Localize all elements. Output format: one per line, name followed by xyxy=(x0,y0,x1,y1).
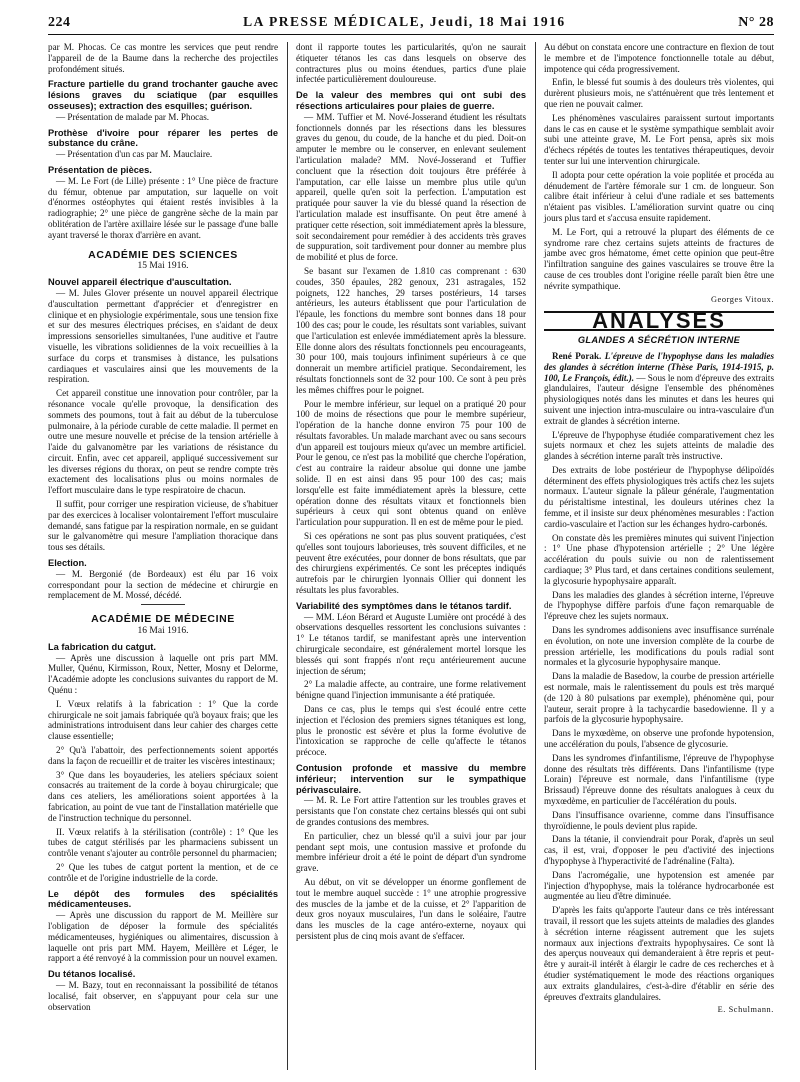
paragraph: Dans les syndromes d'infantilisme, l'épreuve de l'hypophyse donne des résultats très différents. Dans l'infantilisme (type Lorain) l'épreuve est normale, dans l'infantilisme (type Brissaud) l'épreuve donne des résultats analogues à ceux du myxœdème, en particulier de l'accélération du pouls. xyxy=(544,752,774,806)
paragraph: — Présentation de malade par M. Phocas. xyxy=(56,111,210,122)
paragraph: — M. Le Fort (de Lille) présente : 1° Une pièce de fracture du fémur, obtenue par amputation, sur laquelle on voit d'énormes ostéophytes qui étaient restés invisibles à la radiographie; 2° une pièce de gangrène sèche de la main par oblitération de l'artère axillaire lésée sur le passage d'une balle ayant traversé le thorax d'arrière en avant. xyxy=(48,175,278,240)
paragraph: Enfin, le blessé fut soumis à des douleurs très violentes, qui durèrent plusieurs mois, ne s'atténuèrent que très lentement et que rien ne pouvait calmer. xyxy=(544,77,774,109)
paragraph: Au début on constata encore une contracture en flexion de tout le membre et de l'impotence fonctionnelle totale au début, impotence qui céda progressivement. xyxy=(544,42,774,74)
paragraph: — MM. Léon Bérard et Auguste Lumière ont procédé à des observations desquelles ressortent les conclusions suivantes : 1° Le tétanos tardif, se manifestant après une intervention chirurgicale secondaire, est généralement mortel lorsque les blessés qui sont frappés n'ont reçu antérieurement aucune injection de sérum; xyxy=(296,611,526,676)
article-heading: Présentation de pièces. xyxy=(48,164,152,175)
paragraph: Dans le myxœdème, on observe une profonde hypotension, une accélération du pouls, l'absence de glycosurie. xyxy=(544,728,774,750)
section-title: ACADÉMIE DES SCIENCES xyxy=(88,248,238,261)
paragraph: dont il rapporte toutes les particularités, qu'on ne saurait étiqueter tétanos les cas dans lesquels on observe des contractures plus ou moins étendues, partics d'une plaie infectée particulièrement douloureuse. xyxy=(296,42,526,85)
page-header xyxy=(48,14,774,35)
article-heading: Du tétanos localisé. xyxy=(48,969,136,980)
paragraph: Dans ce cas, plus le temps qui s'est écoulé entre cette injection et l'éclosion des premiers signes tétaniques est long, plus le pronostic est sévère et plus la forme évolutive de l'intoxication se rapproche de celle qu'affecte le tétanos précoce. xyxy=(296,704,526,758)
paragraph: — M. R. Le Fort attire l'attention sur les troubles graves et persistants que l'on constate chez certains blessés qui ont subi de grandes contusions des membres. xyxy=(296,795,526,827)
article-heading: La fabrication du catgut. xyxy=(48,641,156,652)
article-heading: Prothèse d'ivoire pour réparer les pertes de substance du crâne. xyxy=(48,127,278,149)
article-heading: Fracture partielle du grand trochanter gauche avec lésions graves du sciatique (par esquilles osseuses); extraction des esquilles; guérison. xyxy=(48,79,278,111)
paragraph: I. Vœux relatifs à la fabrication : 1° Que la corde chirurgicale ne soit jamais fabriquée qu'à boyaux frais; que les administrations introduisent dans leur cahier des charges cette clause essentielle; xyxy=(48,698,278,742)
article-heading: De la valeur des membres qui ont subi des résections articulaires pour plaies de guerre. xyxy=(296,90,526,111)
paragraph: 2° Que les tubes de catgut portent la mention, et de ce contrôle et de l'origine industrielle de la corde. xyxy=(48,861,278,883)
paragraph: Cet appareil constitue une innovation pour contrôler, par la résonance vocale qu'elle provoque, la densification des sommets des poumons, tout à fait au début de la tuberculose pulmonaire, à la période curable de cette maladie. Il permet en outre une mesure nouvelle et précise de la tension artérielle à l'aide du galvanomètre par les variations de résistance du circuit. Enfin, avec cet appareil, appliqué successivement sur les diverses régions du thorax, on peut se rendre compte très exactement des localisations plus ou moins normales de l'effort musculaire dans le type respiratoire de chacun. xyxy=(48,388,278,496)
analysis-author: René Porak. xyxy=(552,350,602,361)
paragraph: Il adopta pour cette opération la voie poplitée et procéda au dénudement de l'artère fémorale sur 1 cm. de longueur. Son calibre était inférieur à celui d'une radiale et ses battements n'étaient pas visibles. L'amélioration survint quatre ou cinq jours plus tard et s'accusa ensuite rapidement. xyxy=(544,169,774,223)
analysis-lead xyxy=(544,351,774,427)
paragraph: Les phénomènes vasculaires paraissent surtout importants dans le cas en cause et le système sympathique semblait avoir subi une atteinte grave, M. Le Fort pensa, après six mois d'échecs répétés de toutes les tentatives thérapeutiques, devoir tenter sur lui une intervention chirurgicale. xyxy=(544,112,774,166)
paragraph: 3° Que dans les boyauderies, les ateliers spéciaux soient consacrés au traitement de la corde à boyau chirurgicale; que dans ces ateliers, les améliorations soient apportées à la fabrication, au point de vue tant de l'installation matérielle que de l'instruction technique du personnel. xyxy=(48,769,278,823)
paragraph: Il suffit, pour corriger une respiration vicieuse, de s'habituer par des exercices à localiser volontairement l'effort musculaire demandé, sans fatigue par la respiration normale, en se guidant sur le galvanomètre qui mesure l'ampliation thoracique dans tous ses détails. xyxy=(48,499,278,553)
paragraph: — M. Jules Glover présente un nouvel appareil électrique d'auscultation permettant d'apprécier et d'enregistrer en clinique et en physiologie expérimentale, sous une tension fixe et sur des mesures électriques précises, en s'aidant de deux impressions sensorielles simultanées, l'une auditive et l'autre visuelle, les vibrations solidiennes de la voix recueillies à la surface du corps et transmises à distance, les pulsations cardiaques et vasculaires ainsi que les mouvements de la respiration. xyxy=(48,287,278,385)
divider xyxy=(141,604,185,605)
author-signature: E. Schulmann. xyxy=(717,1005,774,1015)
paragraph: Dans les syndromes addisoniens avec insuffisance surrénale en évolution, on note une inversion complète de la courbe de pression artérielle, les modifications du pouls radial sont normales et la glycosurie hypophysaire manque. xyxy=(544,625,774,668)
paragraph: Si ces opérations ne sont pas plus souvent pratiquées, c'est qu'elles sont toujours laborieuses, très souvent difficiles, et ne peuvent être exécutées, pour donner de bons résultats, que par des chirurgiens expérimentés. Ce sont les préceptes indiqués autrefois par le chirurgien lyonnais Ollier qui donnent les résultats les plus favorables. xyxy=(296,531,526,596)
paragraph: Dans la maladie de Basedow, la courbe de pression artérielle est normale, mais le ralentissement du pouls est très marqué (de 120 à 80 pulsations par exemple), phénomène qui, pour l'auteur, serait propre à la tachycardie basedowienne. Il y a parfois de la glycosurie hypophysaire. xyxy=(544,671,774,725)
section-subtitle: GLANDES A SÉCRÉTION INTERNE xyxy=(577,335,741,346)
section-date: 16 Mai 1916. xyxy=(137,626,189,637)
column-middle xyxy=(287,42,526,1070)
section-banner: ANALYSES xyxy=(544,311,774,331)
paragraph: — MM. Tuffier et M. Nové-Josserand étudient les résultats fonctionnels donnés par les résections dans les blessures graves du genou, du coude, de la hanche et du pied. Doit-on amputer le membre ou le conserver, en enlevant seulement l'articulation malade? MM. Nové-Josserand et Tuffier concluent que la résection doit toujours être préférée à l'amputation, car elle laisse un membre plus utile qu'un appareil, quelle qu'en soit la perfection. L'amputation est pratiquée pour sauver la vie du blessé quand la résection de l'articulation malade est insuffisante. On peut être amené à pratiquer cette résection, soit immédiatement après la blessure, soit secondairement pour remédier à des accidents très graves de suppuration, soit tardivement pour donner au membre plus de mobilité et plus de force. xyxy=(296,111,526,263)
issue-number: N° 28 xyxy=(738,15,774,30)
paragraph: Dans les maladies des glandes à sécrétion interne, l'épreuve de l'hypophyse diffère parfois d'une façon remarquable de l'épreuve chez les sujets normaux. xyxy=(544,589,774,622)
paragraph: 2° Qu'à l'abattoir, des perfectionnements soient apportés dans la façon de recueillir et de traiter les viscères intestinaux; xyxy=(48,745,278,766)
paragraph: — M. Bergonié (de Bordeaux) est élu par 16 voix correspondant pour la section de médecine et chirurgie en remplacement de M. Mossé, décédé. xyxy=(48,568,278,601)
paragraph: D'après les faits qu'apporte l'auteur dans ce très intéressant travail, il ressort que les sujets atteints de maladies des glandes à sécrétion interne réagissent autrement que les sujets normaux aux injections d'extraits hypophysaires. Ce sont là des aperçus nouveaux qui demanderaient à être repris et peut-être y aurait-il intérêt à élargir le cadre de ces recherches et à étudier systématiquement le mode des réactions organiques aux extraits glandulaires, c'est-à-dire d'établir en série des épreuves d'extraits glandulaires. xyxy=(544,905,774,1002)
article-heading: Le dépôt des formules des spécialités médicamenteuses. xyxy=(48,888,278,910)
paragraph: Dans la tétanie, il conviendrait pour Porak, d'après un seul cas, il est, vrai, d'opposer le peu d'activité des injections d'hypophyse à l'hyperactivité de l'adrénaline (Falta). xyxy=(544,834,774,866)
paragraph: Au début, on vit se développer un énorme gonflement de tout le membre auquel succède : 1° une atrophie progressive des muscles de la jambe et de la cuisse, et 2° l'apparition de deux gros noyaux musculaires, l'un dans le soléaire, l'autre dans les muscles de la cage antéro-externe, noyaux qui persistent plus de cinq mois avant de s'effacer. xyxy=(296,876,526,941)
paragraph: II. Vœux relatifs à la stérilisation (contrôle) : 1° Que les tubes de catgut stérilisés par les pharmaciens subissent un contrôle venant s'ajouter au contrôle personnel du pharmacien; xyxy=(48,826,278,859)
section-date: 15 Mai 1916. xyxy=(137,261,189,272)
column-right xyxy=(535,42,774,1070)
paragraph: Dans l'acromégalie, une hypotension est amenée par l'injection d'hypophyse, mais la tolérance hydrocarbonée est augmentée au lieu d'être diminuée. xyxy=(544,869,774,902)
article-heading: Contusion profonde et massive du membre inférieur; intervention sur le sympathique périvasculaire. xyxy=(296,763,526,795)
paragraph: — Après une discussion du rapport de M. Meillère sur l'obligation de déposer la formule des spécialités médicamenteuses, hygiéniques ou alimentaires, discussion à laquelle ont pris part MM. Hayem, Meillère et Léger, le rapport a été renvoyé à la commission pour un nouvel examen. xyxy=(48,910,278,964)
paragraph: 2° La maladie affecte, au contraire, une forme relativement bénigne quand l'injection immunisante a été pratiquée. xyxy=(296,679,526,701)
paragraph: M. Le Fort, qui a retrouvé la plupart des éléments de ce syndrome rare chez certains sujets atteints de fractures de jambe avec gros hématome, émet cette opinion que peut-être l'infiltration sanguine des gaines vasculaires se trouve être la cause de ces troubles dont l'origine réelle paraît bien être une névrite sympathique. xyxy=(544,226,774,291)
paragraph: — Après une discussion à laquelle ont pris part MM. Muller, Quénu, Kirmisson, Roux, Netter, Mosny et Delorme, l'Académie adopte les conclusions suivantes du rapport de M. Quénu : xyxy=(48,652,278,696)
section-title: ACADÉMIE DE MÉDECINE xyxy=(91,613,235,626)
analysis-intro: — Sous le nom d'épreuve des extraits glandulaires, l'auteur désigne l'ensemble des phénomènes physiologiques notés dans les minutes et dans les heures qui suivent une injection intra-musculaire ou intra-vasculaire d'un extrait de glandes à sécrétion interne. xyxy=(544,372,774,426)
paragraph: Se basant sur l'examen de 1.810 cas comprenant : 630 coudes, 350 épaules, 282 genoux, 231 astragales, 152 poignets, 122 hanches, 29 tarses postérieurs, 14 tarses antérieurs, les auteurs établissent que pour l'articulation de l'épaule, les fonctions du membre sont bonnes dans 18 pour 100 des cas; pour le coude, les résultats sont variables, suivant que l'articulation est enlevée immédiatement après la blessure. Elle donne alors des résultats fonctionnels peu encourageants, 30 pour 100, mais toujours infiniment supérieurs à ce que donnerait un membre artificiel pratique. Secondairement, les résultats fonctionnels sont de 32 pour 100. Ce sont à peu près les mêmes chiffres pour le poignet. xyxy=(296,265,526,395)
paragraph: En particulier, chez un blessé qu'il a suivi jour par jour pendant sept mois, une contusion massive et profonde du membre inférieur droit a été le point de départ d'un syndrome grave. xyxy=(296,830,526,874)
paragraph: On constate dès les premières minutes qui suivent l'injection : 1° Une phase d'hypotension artérielle ; 2° Une légère accélération du pouls suivie ou non de ralentissement cardiaque; 3° Plus tard, et dans certaines conditions seulement, la glycosurie hypophysaire apparaît. xyxy=(544,532,774,586)
paragraph: Pour le membre inférieur, sur lequel on a pratiqué 20 pour 100 de moins de résections que pour le membre supérieur, l'opération de la hanche donne environ 75 pour 100 de résultats favorables. Un malade marchant avec ou sans secours d'un appareil est toujours mieux qu'avec un membre artificiel. Pour le genou, ce n'est pas la mobilité que cherche l'opération, c'est au contraire la raideur absolue qui donne une jambe solide. Il en est ainsi dans 95 pour 100 des cas; mais lorsqu'elle est faite immédiatement après la blessure, cette opération donne des résultats vitaux et fonctionnels bien supérieurs à ceux qui sont obtenus quand on enlève l'articulation pour suppuration. Il en est de même pour le pied. xyxy=(296,398,526,528)
article-heading: Election. xyxy=(48,558,87,569)
paragraph: par M. Phocas. Ce cas montre les services que peut rendre l'appareil de de la Baume dans la recherche des projectiles profondément situés. xyxy=(48,42,278,74)
page-number: 224 xyxy=(48,15,71,30)
journal-title: LA PRESSE MÉDICALE, Jeudi, 18 Mai 1916 xyxy=(243,14,566,29)
paragraph: Des extraits de lobe postérieur de l'hypophyse délipoïdés déterminent des effets physiologiques très actifs chez les sujets normaux. L'auteur signale la pâleur générale, l'augmentation du péristaltisme intestinal, les douleurs utérines chez la femme, et il insiste sur deux phénomènes mesurables : l'action cardio-vasculaire et l'action sur les échanges hydro-carbonés. xyxy=(544,464,774,529)
article-heading: Nouvel appareil électrique d'auscultation. xyxy=(48,277,232,288)
paragraph: L'épreuve de l'hypophyse étudiée comparativement chez les sujets normaux et chez les sujets atteints de maladie des glandes à sécrétion interne paraît très instructive. xyxy=(544,429,774,462)
paragraph: — Présentation d'un cas par M. Mauclaire. xyxy=(56,149,213,160)
article-heading: Variabilité des symptômes dans le tétanos tardif. xyxy=(296,600,512,611)
author-signature: Georges Vitoux. xyxy=(710,294,774,304)
analysis-title: L'épreuve de l'hypophyse dans les maladies des glandes à sécrétion interne (Thèse Paris, 1914-1915, p. 100, Le François, édit.). xyxy=(544,350,774,383)
column-left xyxy=(48,42,278,1070)
paragraph: Dans l'insuffisance ovarienne, comme dans l'insuffisance thyroïdienne, le pouls devient plus rapide. xyxy=(544,809,774,831)
paragraph: — M. Bazy, tout en reconnaissant la possibilité de tétanos localisé, fait observer, en s'appuyant pour cela sur une observation xyxy=(48,979,278,1012)
